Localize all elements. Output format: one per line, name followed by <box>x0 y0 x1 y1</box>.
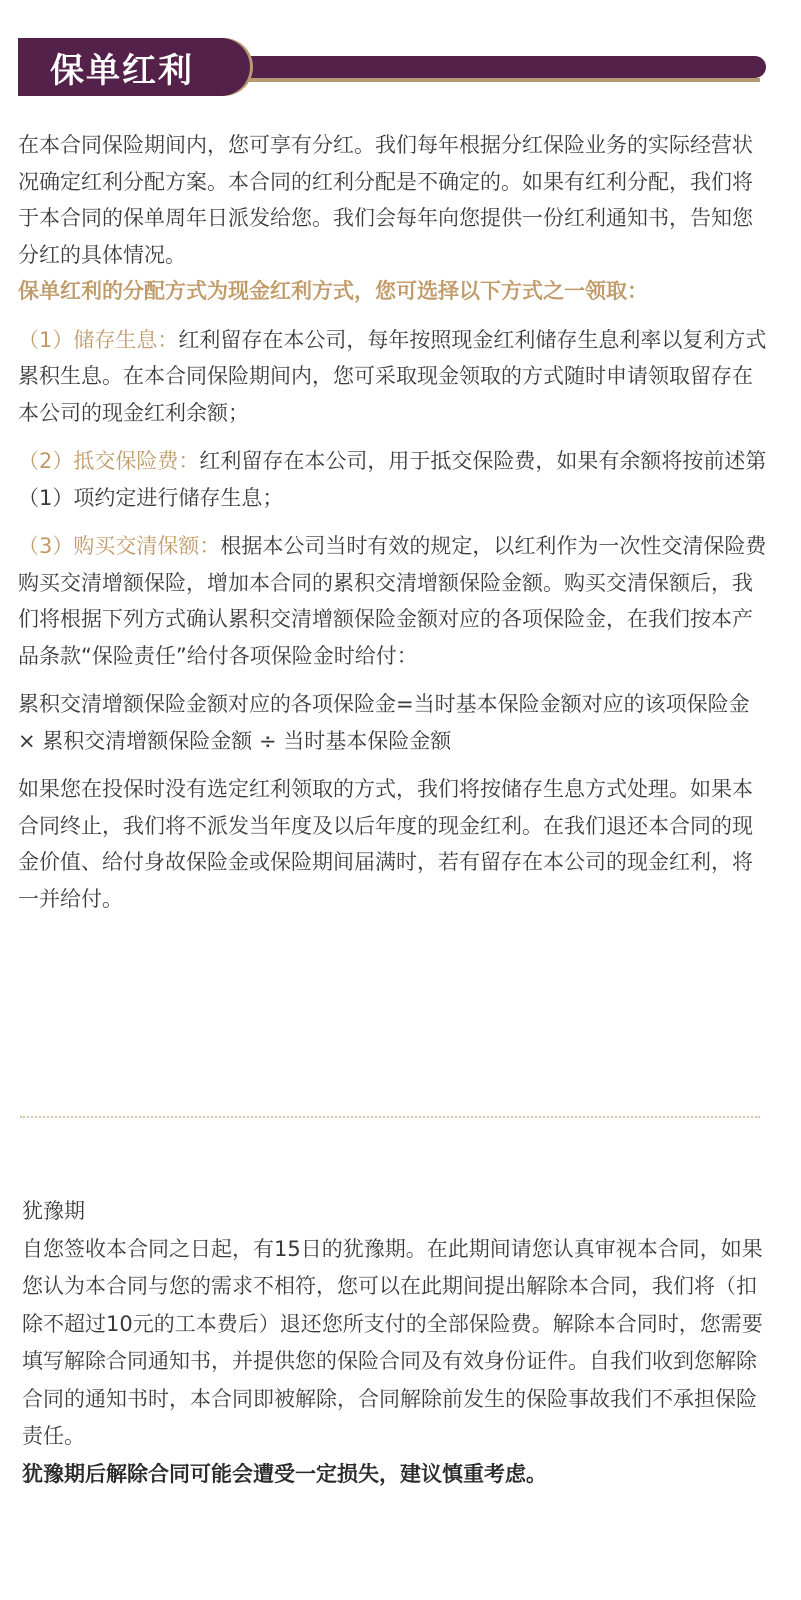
cooling-off-title: 犹豫期 <box>22 1199 85 1223</box>
option-text: 红利留存在本公司，用于抵交保险费，如果有余额将按前述第（1）项约定进行储存生息； <box>18 449 767 510</box>
dividend-content <box>18 127 770 917</box>
section-header <box>18 38 766 96</box>
option-text: 红利留存在本公司，每年按照现金红利储存生息利率以复利方式累积生息。在本合同保险期间内，您可采取现金领取的方式随时申请领取留存在本公司的现金红利余额； <box>18 327 767 425</box>
default-note-paragraph: 如果您在投保时没有选定红利领取的方式，我们将按储存生息方式处理。如果本合同终止，我们将不派发当年度及以后年度的现金红利。在我们退还本合同的现金价值、给付身故保险金或保险期间届满时，若有留存在本公司的现金红利，将一并给付。 <box>18 777 753 911</box>
option-label: （3）购买交清保额： <box>18 534 221 558</box>
intro-paragraph: 在本合同保险期间内，您可享有分红。我们每年根据分红保险业务的实际经营状况确定红利分配方案。本合同的红利分配是不确定的。如果有红利分配，我们将于本合同的保单周年日派发给您。我们会每年向您提供一份红利通知书，告知您分红的具体情况。 <box>18 133 753 267</box>
cooling-off-warning: 犹豫期后解除合同可能会遭受一定损失，建议慎重考虑。 <box>22 1461 547 1486</box>
header-bar-accent <box>218 78 760 82</box>
option-item <box>18 528 770 674</box>
option-item <box>18 322 770 432</box>
cooling-off-body: 自您签收本合同之日起，有15日的犹豫期。在此期间请您认真审视本合同，如果您认为本合同与您的需求不相符，您可以在此期间提出解除本合同，我们将（扣除不超过10元的工本费后）退还您所支付的全部保险费。解除本合同时，您需要填写解除合同通知书，并提供您的保险合同及有效身份证件。自我们收到您解除合同的通知书时，本合同即被解除，合同解除前发生的保险事故我们不承担保险责任。 <box>22 1236 763 1448</box>
formula-paragraph: 累积交清增额保险金额对应的各项保险金=当时基本保险金额对应的该项保险金 × 累积交清增额保险金额 ÷ 当时基本保险金额 <box>18 692 750 753</box>
option-label: （1）储存生息： <box>18 327 179 352</box>
method-heading: 保单红利的分配方式为现金红利方式，您可选择以下方式之一领取： <box>18 279 648 303</box>
header-bar <box>218 56 766 78</box>
dotted-divider <box>20 1116 760 1118</box>
header-title-box <box>18 38 250 96</box>
option-text: 根据本公司当时有效的规定，以红利作为一次性交清保险费购买交清增额保险，增加本合同的累积交清增额保险金额。购买交清保额后，我们将根据下列方式确认累积交清增额保险金额对应的各项保险金，在我们按本产品条款“保险责任”给付各项保险金时给付： <box>18 534 767 668</box>
option-label: （2）抵交保险费： <box>18 449 200 473</box>
option-item <box>18 443 770 516</box>
cooling-off-section <box>22 1193 774 1493</box>
section-title: 保单红利 <box>50 50 194 91</box>
